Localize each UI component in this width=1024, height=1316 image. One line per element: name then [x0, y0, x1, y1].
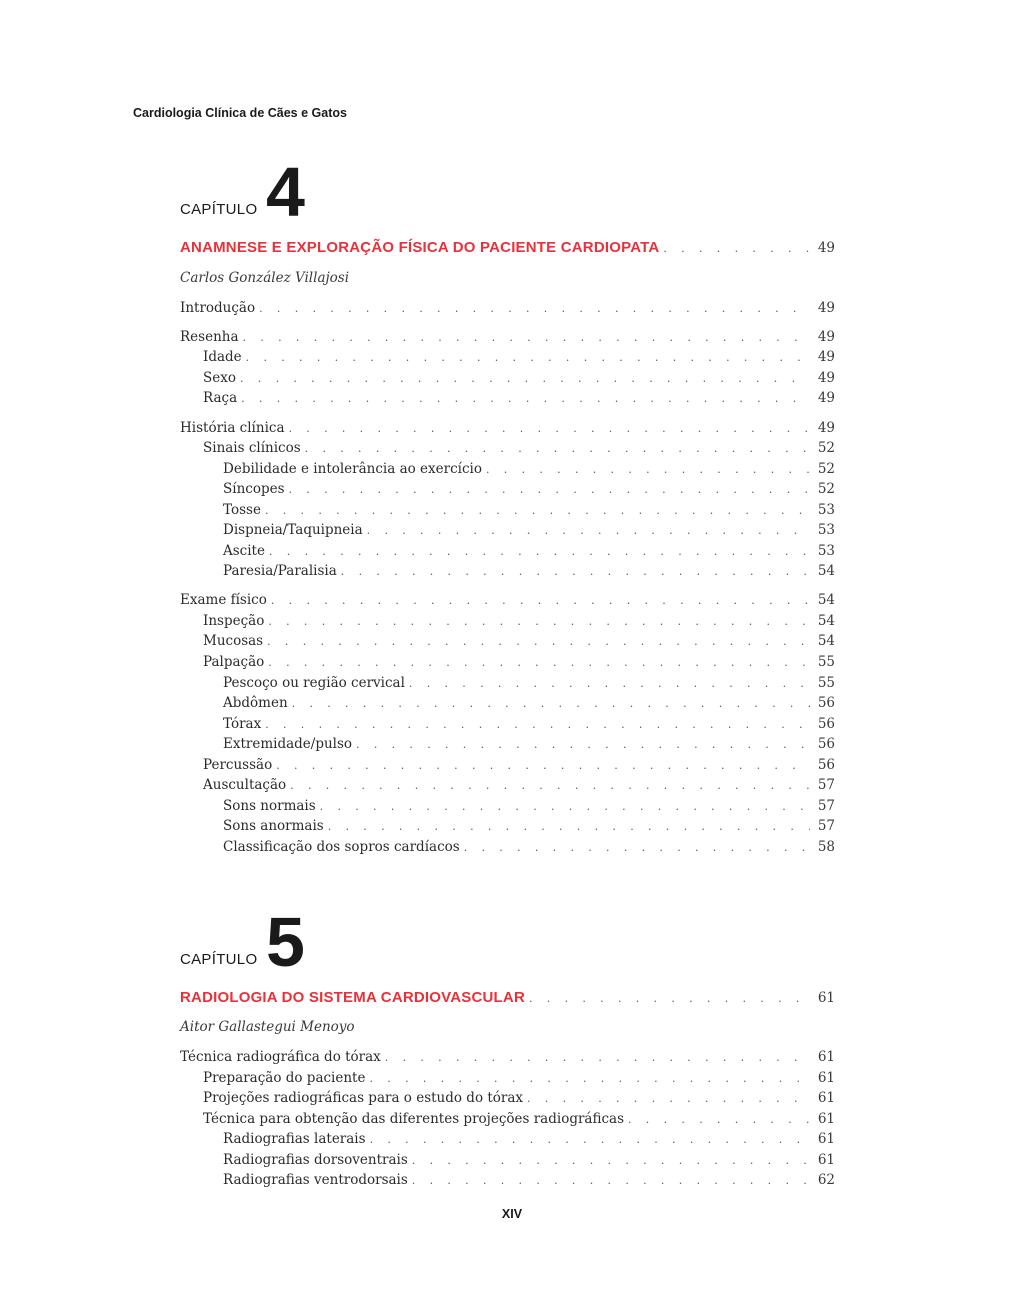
entry-label: Radiografias ventrodorsais [223, 1172, 408, 1188]
entry-label: Sexo [203, 370, 236, 386]
entry-label: História clínica [180, 420, 285, 436]
entry-label: Debilidade e intolerância ao exercício [223, 461, 482, 477]
dot-leader [369, 1069, 809, 1089]
toc-entry[interactable] [203, 438, 835, 458]
dot-leader [305, 439, 810, 459]
entry-label: Extremidade/pulso [223, 736, 353, 752]
dot-leader [412, 1151, 810, 1171]
toc-entry[interactable] [180, 1047, 835, 1067]
toc-entry[interactable] [223, 796, 835, 816]
dot-leader [265, 501, 810, 521]
page-number: 54 [817, 613, 835, 629]
dot-leader [663, 239, 809, 259]
chapter-word: CAPÍTULO [180, 201, 258, 218]
dot-leader [268, 653, 810, 673]
page-number: 57 [817, 818, 835, 834]
dot-leader [320, 797, 810, 817]
dot-leader [271, 591, 810, 611]
page-number: 57 [817, 777, 835, 793]
entry-label: Percussão [203, 757, 273, 773]
dot-leader [289, 480, 810, 500]
dot-leader [240, 369, 810, 389]
entry-label: Preparação do paciente [203, 1070, 366, 1086]
toc-entry[interactable] [180, 298, 835, 318]
entry-label: Técnica radiográfica do tórax [180, 1049, 381, 1065]
toc-entry[interactable] [203, 1068, 835, 1088]
dot-leader [527, 1089, 810, 1109]
toc-entry[interactable] [223, 693, 835, 713]
entry-label: Resenha [180, 329, 239, 345]
dot-leader [628, 1110, 810, 1130]
entry-label: Mucosas [203, 633, 264, 649]
page-number: 52 [817, 440, 835, 456]
chapter-title: ANAMNESE E EXPLORAÇÃO FÍSICA DO PACIENTE CARDIOPATA [180, 239, 660, 256]
dot-leader [276, 756, 810, 776]
page-number: 52 [817, 461, 835, 477]
page-number: 61 [817, 1070, 835, 1086]
page-number: 61 [817, 990, 835, 1006]
toc-entry[interactable] [223, 459, 835, 479]
dot-leader [243, 328, 810, 348]
dot-leader [292, 694, 810, 714]
chapter-word: CAPÍTULO [180, 951, 258, 968]
dot-leader [486, 460, 810, 480]
dot-leader [385, 1048, 810, 1068]
toc-entry[interactable] [223, 1170, 835, 1190]
page-number: 62 [817, 1172, 835, 1188]
page-number: 53 [817, 522, 835, 538]
page-number: 61 [817, 1152, 835, 1168]
entry-label: Sinais clínicos [203, 440, 301, 456]
page-number: 53 [817, 543, 835, 559]
page-number: 56 [817, 695, 835, 711]
toc-entry[interactable] [203, 1109, 835, 1129]
chapter-title: RADIOLOGIA DO SISTEMA CARDIOVASCULAR [180, 989, 525, 1006]
toc-entry[interactable] [180, 418, 835, 438]
toc-entry[interactable] [223, 673, 835, 693]
chapter-number: 4 [266, 153, 303, 231]
entry-label: Auscultação [203, 777, 287, 793]
page-number: 56 [817, 716, 835, 732]
dot-leader [409, 674, 810, 694]
dot-leader [328, 817, 810, 837]
toc-entry[interactable] [223, 714, 835, 734]
page-number: 49 [817, 370, 835, 386]
toc-entry[interactable] [223, 816, 835, 836]
page-number: 54 [817, 592, 835, 608]
dot-leader [269, 542, 810, 562]
page-number: 49 [817, 349, 835, 365]
page-number: 61 [817, 1131, 835, 1147]
dot-leader [268, 612, 809, 632]
entry-label: Abdômen [223, 695, 288, 711]
toc-entry[interactable] [203, 1088, 835, 1108]
chapter-title-entry[interactable] [180, 238, 835, 258]
dot-leader [412, 1171, 810, 1191]
toc-entry[interactable] [203, 652, 835, 672]
dot-leader [464, 838, 810, 858]
entry-label: Raça [203, 390, 238, 406]
dot-leader [246, 348, 810, 368]
page-number: 55 [817, 675, 835, 691]
entry-label: Classificação dos sopros cardíacos [223, 839, 460, 855]
toc-entry[interactable] [223, 1129, 835, 1149]
page-number: 49 [817, 329, 835, 345]
page-number: 57 [817, 798, 835, 814]
toc-entry[interactable] [203, 755, 835, 775]
entry-label: Idade [203, 349, 242, 365]
entry-label: Radiografias laterais [223, 1131, 366, 1147]
toc-entry[interactable] [223, 520, 835, 540]
entry-label: Tosse [223, 502, 261, 518]
entry-label: Dispneia/Taquipneia [223, 522, 363, 538]
dot-leader [529, 989, 810, 1009]
entry-label: Projeções radiográficas para o estudo do tórax [203, 1090, 524, 1106]
page-number: 54 [817, 563, 835, 579]
chapter-author: Aitor Gallastegui Menoyo [180, 1019, 355, 1035]
page-number: 53 [817, 502, 835, 518]
dot-leader [289, 419, 810, 439]
toc-entry[interactable] [180, 590, 835, 610]
entry-label: Ascite [223, 543, 265, 559]
entry-label: Introdução [180, 300, 256, 316]
dot-leader [241, 389, 810, 409]
dot-leader [367, 521, 810, 541]
dot-leader [356, 735, 810, 755]
entry-label: Técnica para obtenção das diferentes projeções radiográficas [203, 1111, 625, 1127]
toc-entry[interactable] [203, 611, 835, 631]
entry-label: Síncopes [223, 481, 285, 497]
entry-label: Exame físico [180, 592, 267, 608]
entry-label: Paresia/Paralisia [223, 563, 337, 579]
page-number: 56 [817, 736, 835, 752]
toc-entry[interactable] [203, 368, 835, 388]
page-number: 56 [817, 757, 835, 773]
dot-leader [370, 1130, 810, 1150]
entry-label: Palpação [203, 654, 265, 670]
toc-entry[interactable] [223, 561, 835, 581]
toc-entry[interactable] [223, 541, 835, 561]
page-folio: XIV [501, 1207, 523, 1221]
toc-entry[interactable] [203, 631, 835, 651]
page-number: 58 [817, 839, 835, 855]
page-number: 55 [817, 654, 835, 670]
toc-entry[interactable] [223, 837, 835, 857]
dot-leader [341, 562, 810, 582]
dot-leader [265, 715, 810, 735]
dot-leader [259, 299, 810, 319]
chapter-author: Carlos González Villajosi [180, 270, 350, 286]
toc-entry[interactable] [203, 775, 835, 795]
dot-leader [267, 632, 810, 652]
chapter-number: 5 [266, 903, 303, 981]
toc-entry[interactable] [203, 347, 835, 367]
toc-entry[interactable] [180, 327, 835, 347]
page-number: 49 [817, 390, 835, 406]
entry-label: Inspeção [203, 613, 265, 629]
entry-label: Pescoço ou região cervical [223, 675, 405, 691]
entry-label: Radiografias dorsoventrais [223, 1152, 408, 1168]
running-head: Cardiologia Clínica de Cães e Gatos [133, 106, 347, 120]
page-number: 61 [817, 1049, 835, 1065]
page-number: 61 [817, 1090, 835, 1106]
toc-entry[interactable] [223, 734, 835, 754]
toc-entry[interactable] [223, 500, 835, 520]
entry-label: Tórax [223, 716, 262, 732]
page-number: 49 [817, 300, 835, 316]
toc-entry[interactable] [203, 388, 835, 408]
page-number: 49 [817, 420, 835, 436]
page-number: 61 [817, 1111, 835, 1127]
entry-label: Sons anormais [223, 818, 324, 834]
toc-entry[interactable] [223, 479, 835, 499]
toc-entry[interactable] [223, 1150, 835, 1170]
page-number: 54 [817, 633, 835, 649]
page-number: 52 [817, 481, 835, 497]
page-number: 49 [817, 240, 835, 256]
chapter-title-entry[interactable] [180, 988, 835, 1008]
dot-leader [290, 776, 810, 796]
entry-label: Sons normais [223, 798, 316, 814]
